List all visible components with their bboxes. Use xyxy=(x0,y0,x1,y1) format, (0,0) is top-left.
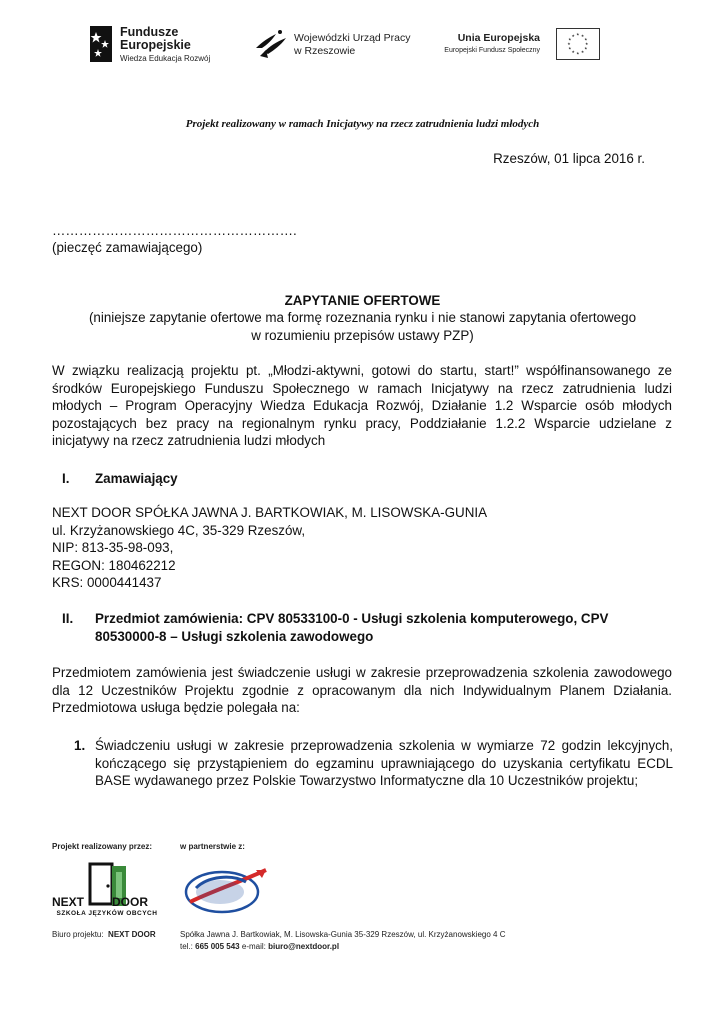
project-initiative-line: Projekt realizowany w ramach Inicjatywy na rzecz zatrudnienia ludzi młodych xyxy=(185,118,540,130)
star-flag-icon xyxy=(90,26,112,62)
logo-wup-line2: w Rzeszowie xyxy=(294,45,356,57)
next-door-logo-school: SZKOŁA JĘZYKÓW OBCYCH xyxy=(56,910,158,917)
document-date: Rzeszów, 01 lipca 2016 r. xyxy=(493,151,645,166)
next-door-logo xyxy=(52,862,162,918)
footer-address: Spółka Jawna J. Bartkowiak, M. Lisowska-Gunia 35-329 Rzeszów, ul. Krzyżanowskiego 4 C xyxy=(180,930,506,939)
svg-text:★: ★ xyxy=(576,51,580,56)
wup-logo xyxy=(254,28,424,62)
svg-text:★: ★ xyxy=(568,37,572,42)
company-name: NEXT DOOR SPÓŁKA JAWNA J. BARTKOWIAK, M. LISOWSKA-GUNIA xyxy=(52,505,488,520)
footer-office-name: NEXT DOOR xyxy=(108,930,156,939)
svg-text:★: ★ xyxy=(584,37,588,42)
footer-email-label: e-mail: xyxy=(241,942,266,951)
svg-text:★: ★ xyxy=(567,41,571,46)
section-2-number: II. xyxy=(62,611,74,626)
company-regon: REGON: 180462212 xyxy=(52,557,176,573)
partner-association-logo xyxy=(180,862,270,918)
svg-text:★: ★ xyxy=(580,49,585,54)
list-item-text: Świadczeniu usługi w zakresie przeprowadzenia szkolenia w wymiarze 72 godzin lekcyjnych, kończącego się przystąpieniem do egzaminu uprawniającego do uzyskania certyfikatu ECDL BASE wydawanego przez Polskie Towarzystwo Informatyczne dla 10 Uczestników projektu; xyxy=(95,738,673,788)
company-details xyxy=(52,504,487,592)
logo-wup-line1: Wojewódzki Urząd Pracy xyxy=(294,32,411,44)
footer-contact xyxy=(180,942,339,951)
next-door-logo-door: DOOR xyxy=(112,895,148,909)
document-subtitle xyxy=(60,309,665,344)
svg-text:★: ★ xyxy=(580,33,585,38)
intro-paragraph: W związku realizacją projektu pt. „Młodzi-aktywni, gotowi do startu, start!” współfinansowanego ze środków Europejskiego Funduszu Społecznego w ramach Inicjatywy na rzecz zatrudnienia ludzi młodych – Program Operacyjny Wiedza Edukacja Rozwój, Działanie 1.2 Wsparcie osób młodych pozostających bez pracy na regionalnym rynku pracy, Poddziałanie 1.2.2 Wsparcie udzielane z inicjatywy na rzecz zatrudnienia ludzi młodych xyxy=(52,363,672,448)
footer-realized-by-label: Projekt realizowany przez: xyxy=(52,842,153,851)
company-nip: NIP: 813-35-98-093, xyxy=(52,540,174,555)
svg-text:★: ★ xyxy=(585,41,589,46)
svg-text:★: ★ xyxy=(568,46,572,51)
footer-partnership-label: w partnerstwie z: xyxy=(180,842,245,851)
section-2-title: Przedmiot zamówienia: CPV 80533100-0 - Usługi szkolenia komputerowego, CPV 80530000-8 – Usługi szkolenia zawodowego xyxy=(95,611,609,644)
subtitle-line1: (niniejsze zapytanie ofertowe ma formę rozeznania rynku i nie stanowi zapytania ofertowego xyxy=(88,310,637,325)
list-item-number: 1. xyxy=(74,738,86,753)
signature-dots: ………………………………………………. xyxy=(52,223,297,238)
svg-text:★: ★ xyxy=(571,33,575,38)
logo-ue-line2: Europejski Fundusz Społeczny xyxy=(444,47,540,54)
footer-office-label: Biuro projektu: xyxy=(52,930,104,939)
eu-logo xyxy=(440,28,600,64)
logo-fe-line2: Europejskie xyxy=(120,38,191,52)
logo-fe-line1: Fundusze xyxy=(120,25,179,39)
company-krs: KRS: 0000441437 xyxy=(52,575,162,590)
svg-text:★: ★ xyxy=(571,49,575,54)
logo-fe-line3: Wiedza Edukacja Rozwój xyxy=(120,54,211,63)
subtitle-line2: w rozumieniu przepisów ustawy PZP) xyxy=(251,327,474,343)
company-address: ul. Krzyżanowskiego 4C, 35-329 Rzeszów, xyxy=(52,522,306,538)
next-door-logo-next: NEXT xyxy=(52,895,85,909)
order-subject-paragraph: Przedmiotem zamówienia jest świadczenie usługi w zakresie przeprowadzenia szkolenia zawodowego dla 12 Uczestników Projektu zgodnie z opracowanym dla nich Indywidualnym Planem Działania. Przedmiotowa usługa będzie polegała na: xyxy=(52,665,672,715)
footer-tel: 665 005 543 xyxy=(195,942,240,951)
eu-flag-icon xyxy=(556,28,600,60)
section-1-title: Zamawiający xyxy=(95,471,178,486)
stamp-label: (pieczęć zamawiającego) xyxy=(52,240,203,255)
fundusze-europejskie-logo xyxy=(90,24,240,66)
footer-email: biuro@nextdoor.pl xyxy=(268,942,340,951)
section-1-number: I. xyxy=(62,471,70,486)
svg-text:★: ★ xyxy=(576,32,580,37)
footer-office xyxy=(52,930,156,939)
svg-text:★: ★ xyxy=(584,46,588,51)
logo-ue-line1: Unia Europejska xyxy=(457,32,540,44)
document-title: ZAPYTANIE OFERTOWE xyxy=(284,293,441,308)
bird-icon xyxy=(254,28,288,60)
footer-tel-label: tel.: xyxy=(180,942,193,951)
